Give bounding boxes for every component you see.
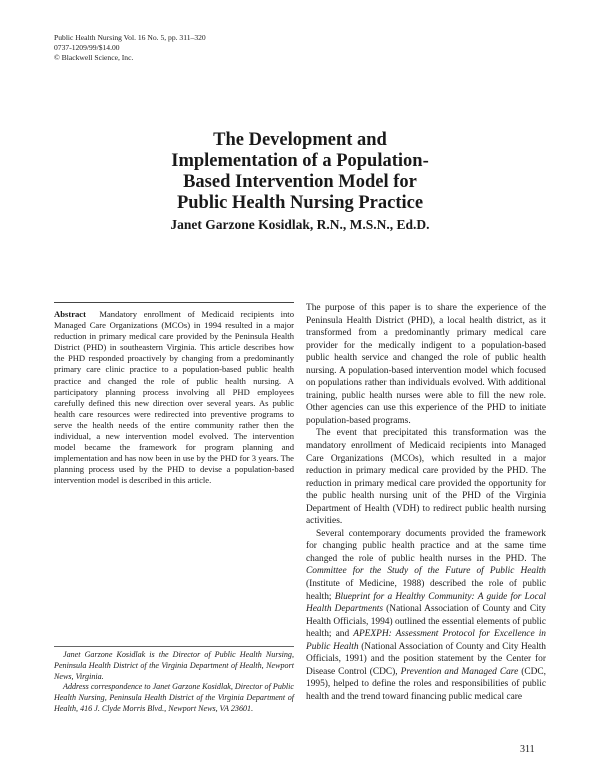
title-line-4: Public Health Nursing Practice [176, 193, 424, 213]
body-p3-text-c: (National Association of County and City Health Officials, 1994) outlined the essential elements of public health; and [306, 604, 546, 640]
body-paragraph-1: The purpose of this paper is to share the experience of the Peninsula Health District (PHD), a local health district, as it transformed from a predominantly primary medical care provider for the medically indigent to a population-based public health service and changed the role of public health nursing. A population-based intervention model which focused on populations rather than individuals evolved. With additional training, public health nurses were able to fill the new role. Other agencies can use this experience of the PHD to initiate population-based programs. [306, 303, 546, 426]
title-line-2: Implementation of a Population- [171, 151, 429, 171]
abstract-text: Mandatory enrollment of Medicaid recipients into Managed Care Organizations (MCOs) in 1994 resulted in a major reduction in primary medical care provided by the Peninsula Health District (PHD) in southeastern Virginia. This article describes how the PHD responded proactively by changing from a predominantly primary care clinic practice to a population-based public health practice and changed the role of public health nursing. A participatory planning process involving all PHD employees carefully defined this new direction over several years. As public health care resources were redirected into preventive programs to serve the health needs of the entire community rather then the individual, a new intervention model evolved. The intervention model became the framework for program planning and implementation and has now been in use by the PHD for 3 years. The planning process used by the PHD to devise a population-based intervention model is described in this article. [54, 309, 294, 486]
journal-copyright: © Blackwell Science, Inc. [54, 53, 134, 62]
author-byline: Janet Garzone Kosidlak, R.N., M.S.N., Ed.D. [170, 217, 430, 232]
abstract [54, 309, 294, 487]
footnote-affiliation: Janet Garzone Kosidlak is the Director of Public Health Nursing, Peninsula Health District of the Virginia Department of Health, Newport News, Virginia. [54, 650, 294, 681]
journal-issn: 0737-1209/99/$14.00 [54, 43, 120, 52]
abstract-label: Abstract [54, 309, 86, 319]
journal-header [54, 33, 206, 63]
abstract-top-rule [54, 302, 294, 303]
body-text [306, 302, 546, 704]
body-paragraph-3 [306, 528, 546, 704]
article-title [0, 130, 600, 214]
body-p3-text-d: (National Association of County and City Health Officials, 1991) and the position statement by the Center for Disease Control (CDC), [306, 641, 546, 677]
author-footnote [54, 650, 294, 715]
reference-cdc-title: Prevention and Managed Care [400, 666, 519, 677]
body-paragraph-2: The event that precipitated this transformation was the mandatory enrollment of Medicaid recipients into Managed Care Organizations (MCOs), which resulted in a major reduction in primary medical care provided by the PHD. The reduction in primary medical care provided the opportunity for the public health nursing unit of the PHD of the Virginia Department of Health (VDH) to redirect public health nursing activities. [306, 428, 546, 527]
journal-citation: Public Health Nursing Vol. 16 No. 5, pp. 311–320 [54, 33, 206, 42]
footnote-correspondence: Address correspondence to Janet Garzone Kosidlak, Director of Public Health Nursing, Peninsula Health District of the Virginia Department of Health, 416 J. Clyde Morris Blvd., Newport News, VA 23601. [54, 682, 294, 713]
title-line-1: The Development and [213, 130, 387, 150]
page-number: 311 [520, 744, 535, 755]
footnote-rule [54, 646, 294, 647]
body-p3-text-a: Several contemporary documents provided the framework for changing public health practice and at the same time changed the role of public health nurses in the PHD. The [306, 528, 546, 564]
body-p3-text-b: (Institute of Medicine, 1988) described the role of public health; [306, 579, 546, 602]
reference-committee-title: Committee for the Study of the Future of Public Health [306, 566, 546, 577]
body-p3-text-e: (CDC, 1995), helped to define the roles and responsibilities of public health and the trend toward financing public medical care [306, 666, 546, 702]
reference-blueprint-title: Blueprint for a Healthy Community: A guide for Local Health Departments [306, 591, 547, 615]
title-line-3: Based Intervention Model for [183, 172, 417, 192]
reference-apexph-title: APEXPH: Assessment Protocol for Excellence in Public Health [306, 629, 546, 652]
